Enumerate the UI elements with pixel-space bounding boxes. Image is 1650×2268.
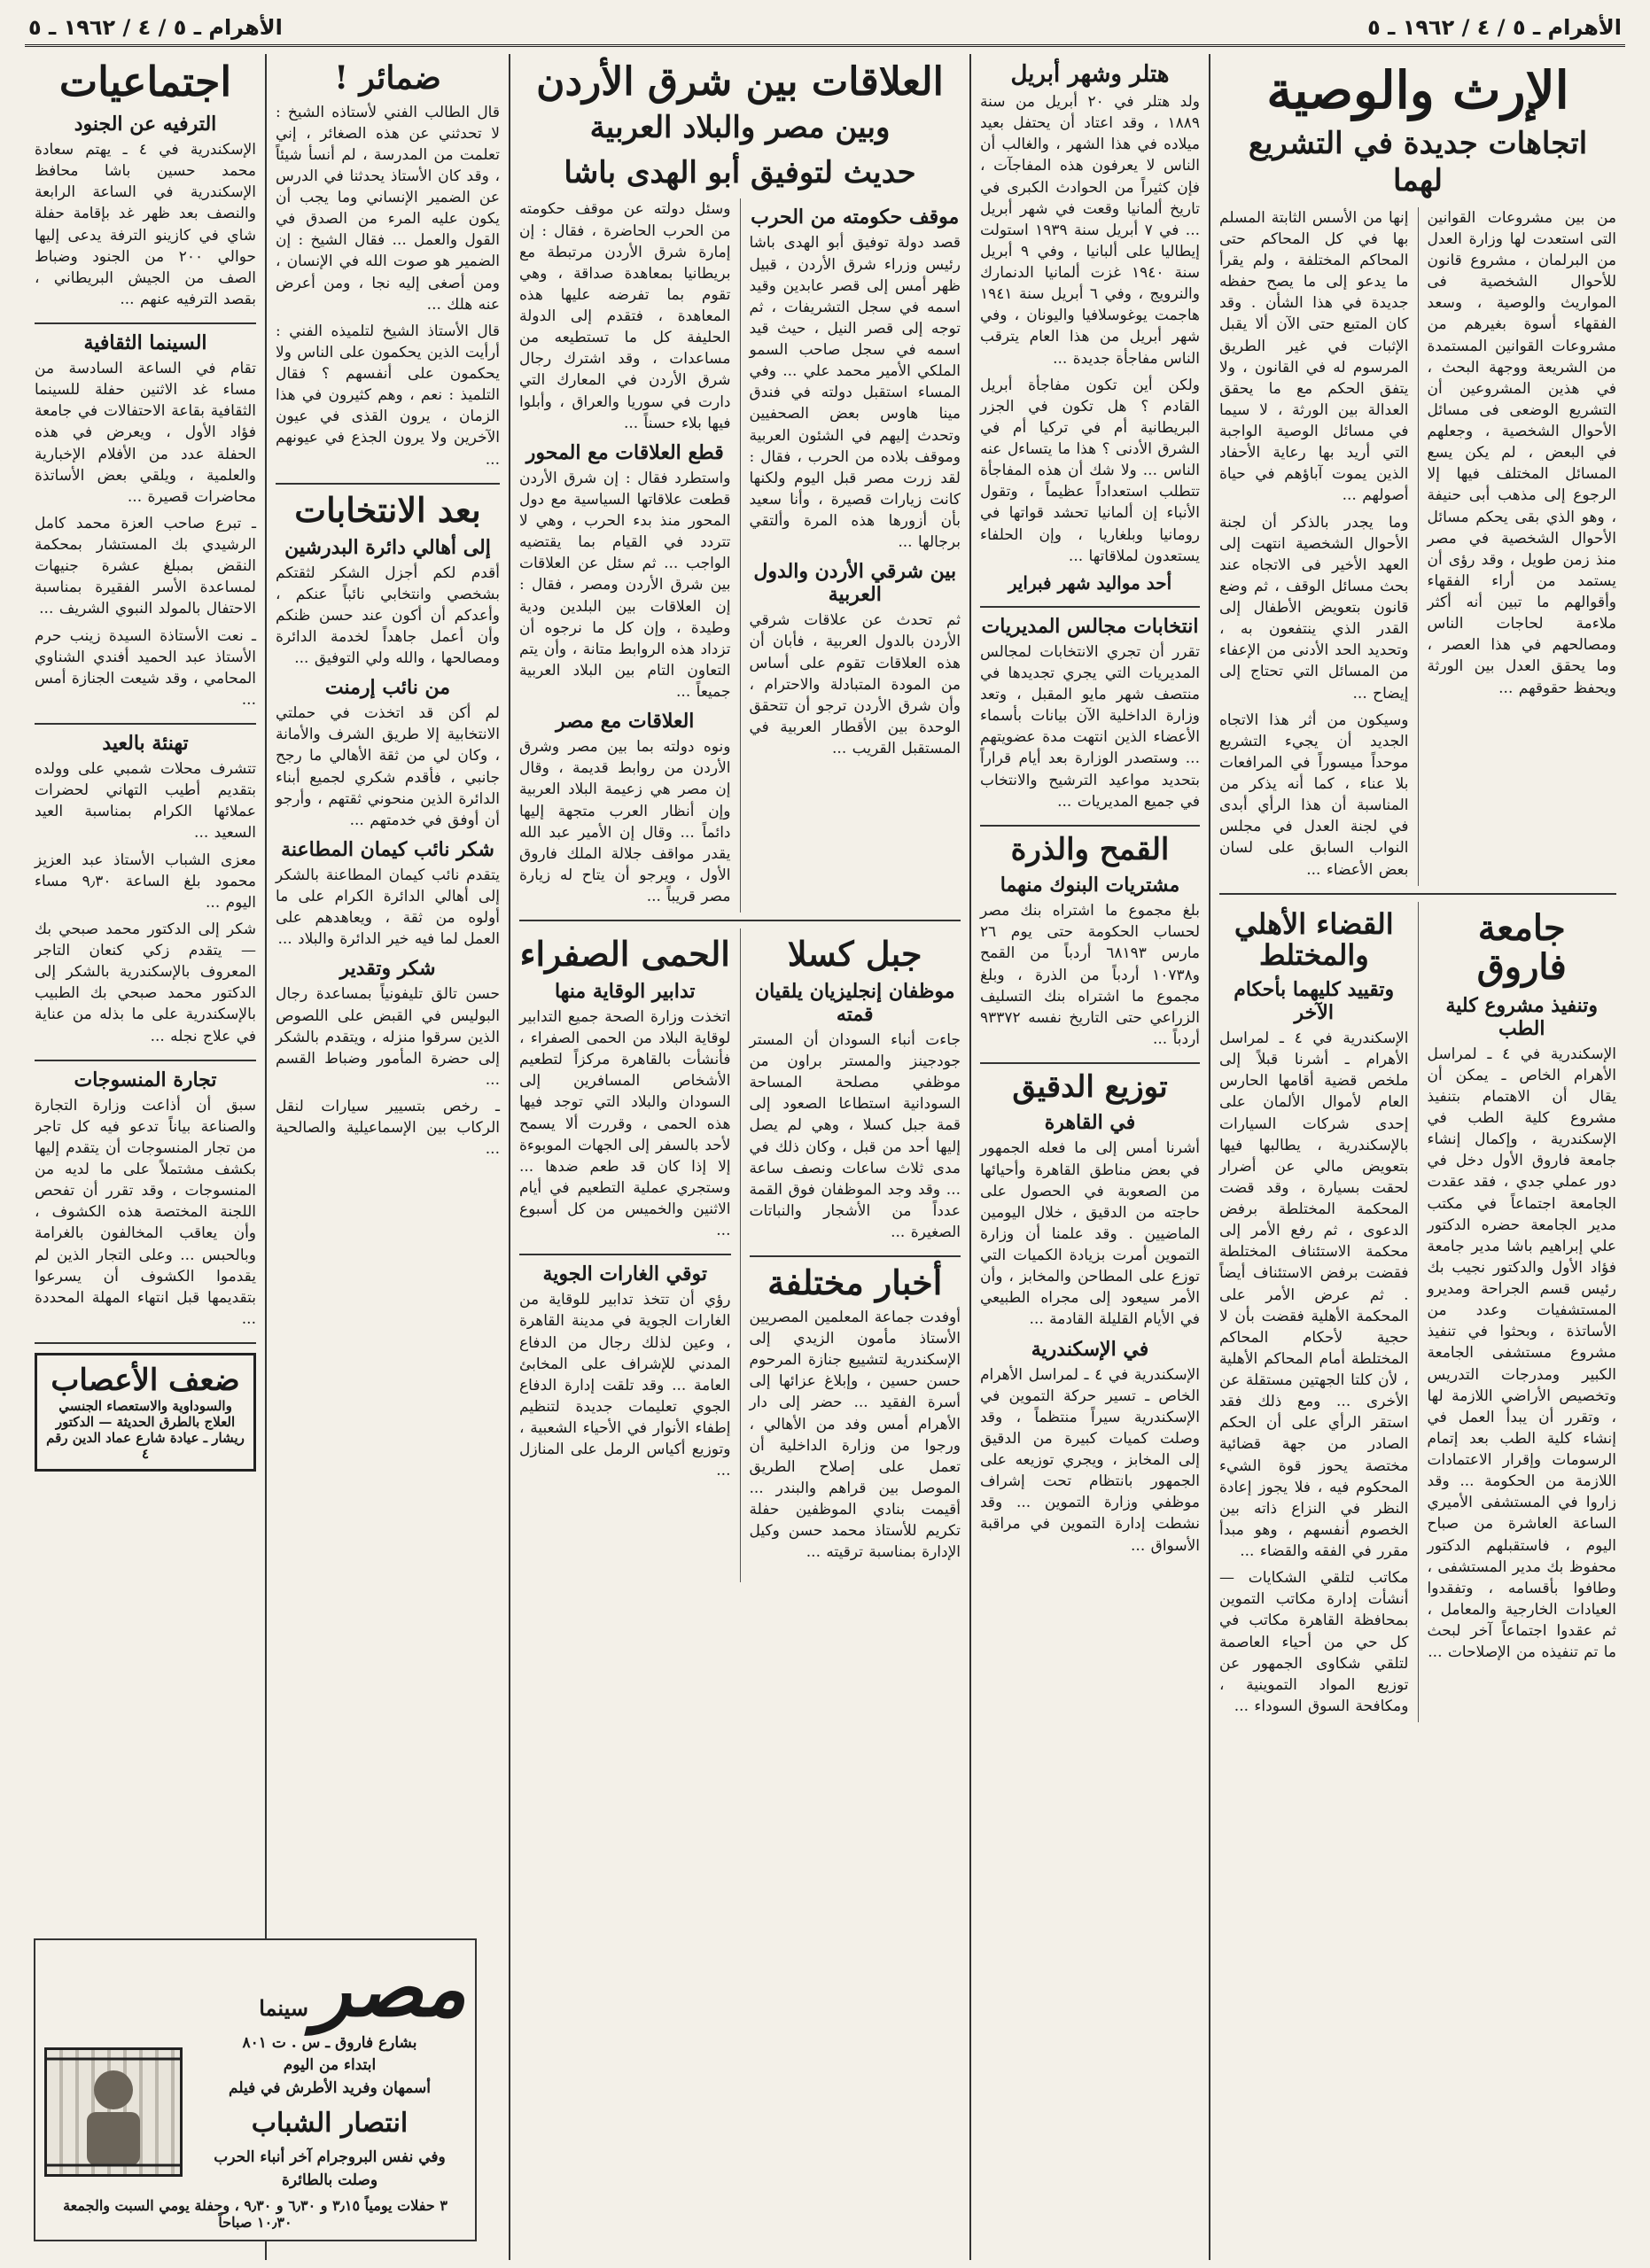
ad-nerves-body: والسوداوية والاستعصاء الجنسي العلاج بالطرق الحديثة — الدكتور ريشار ـ عيادة شارع عماد الدين رقم ٤ [46,1398,245,1462]
article-after-elections-body-4: حسن تالق تليفونياً بمساعدة رجال البوليس في القبض على اللصوص الذين سرقوا منزله ، ويتقدم بالشكر إلى حضرة المأمور وضباط القسم ... [276,985,500,1089]
ad-cinema-misr [34,1938,477,2242]
dateline-left: الأهرام ـ ٥ / ٤ / ١٩٦٢ ـ ٥ [28,15,283,40]
social-obituary-body: ـ نعت الأستاذة السيدة زينب حرم الأستاذ عبد الحميد أفندي الشناوي المحامي ، وقد شيعت الجنازة أمس ... [35,626,256,709]
article-inheritance-title: الإرث والوصية [1266,60,1569,120]
article-air-raids [519,1262,731,1494]
article-after-elections-sub-4: شكر وتقدير [339,957,436,981]
social-soldiers-title: الترفيه عن الجنود [74,113,217,136]
article-yellow-fever-subtitle: تدابير الوقاية منها [554,979,696,1003]
article-jordan-subhead-a: موقف حكومته من الحرب [751,206,960,229]
article-courts-subtitle: وتقييد كليهما بأحكام الآخر [1234,978,1395,1025]
article-farouk-university-title: جامعة فاروق [1476,906,1567,988]
article-courts-body-2: مكاتب لتلقي الشكايات — أنشأت إدارة مكاتب التموين بمحافظة القاهرة مكاتب في كل حي من أحياء العاصمة لتلقي شكاوى الجمهور عن توزيع المواد التموينية ، ومكافحة السوق السوداء ... [1219,1569,1409,1715]
lower-articles-col1 [1219,902,1616,1722]
article-after-elections-sub-3: شكر نائب كيمان المطاعنة [281,837,494,861]
article-inheritance-col-b [1219,207,1419,886]
article-wheat-title: القمح والذرة [1010,831,1170,867]
article-inheritance-para-2: إنها من الأسس الثابتة المسلم بها في كل المحاكم حتى المحاكم المختلفة ، ولم يقرأ ما يدعو إلى ما يصح حفظه جديدة في هذا الشأن . وقد كان المتبع حتى الآن ألا يقبل الإثبات في غير الطريق المرسوم له في القانون ، ولا يتفق الحكم مع ما يحقق العدالة بين الورثة ، لا سيما في مسائل الوصية الواجبة التي أريد بها رعاية الأحفاد الذين يموت آباؤهم في حياة أصولهم ... [1219,208,1409,505]
article-flour-title: توزيع الدقيق [1012,1069,1168,1106]
ad-cinema-address: بشارع فاروق ـ س . ت ٨٠١ [242,2033,417,2052]
article-inheritance [1219,60,1616,895]
article-misc-news [750,1264,961,1575]
article-courts-body: الإسكندرية في ٤ ـ لمراسل الأهرام ـ أشرنا قبلاً إلى ملخص قضية أقامها الحارس العام لأموال الألمان على إحدى شركات السيارات بالإسكندرية ، يطالبها فيها بتعويض مالي عن أضرار لحقت بسيارة ، وقد قضت المحكمة المختلطة برفض الدعوى ، ثم رفع الأمر إلى محكمة الاستئناف المختلطة فقضت برفض الاستئناف أيضاً . ثم عرض الأمر على المحكمة الأهلية فقضت بأن لا حجية لأحكام المحاكم المختلطة أمام المحاكم الأهلية ، لأن كلتا الجهتين مستقلة عن الأخرى ... ومع ذلك فقد استقر الرأي على أن الحكم الصادر من جهة قضائية مختصة يحوز قوة الشيء المحكوم فيه ، فلا يجوز إعادة النظر في النزاع ذاته بين الخصوم أنفسهم ، وهو مبدأ مقرر في الفقه والقضاء ... [1219,1029,1409,1561]
column-jordan [509,54,969,2260]
film-figure-icon [47,2050,180,2174]
article-after-elections-body-1: أقدم لكم أجزل الشكر لثقتكم بشخصي وانتخابي نائباً عنكم ، وأعدكم أن أكون عند حسن ظنكم وأن أعمل جاهداً لخدمة الدائرة ومصالحها ، والله ولي التوفيق ... [276,563,500,668]
social-soldiers [35,113,256,324]
article-elections [980,615,1200,827]
social-cinema-culture-title: السينما الثقافية [83,331,207,354]
social-youth-body: معزى الشباب الأستاذ عبد العزيز محمود بلغ الساعة ٩٫٣٠ مساء اليوم ... [35,850,256,912]
social-section-title: اجتماعيات [58,58,232,105]
article-after-elections [276,489,500,1173]
article-jordan-subtitle-2: حديث لتوفيق أبو الهدى باشا [564,154,916,190]
article-farouk-university [1428,902,1617,1722]
lower-articles-col3 [519,928,961,1582]
article-wheat-body: بلغ مجموع ما اشتراه بنك مصر لحساب الحكومة حتى يوم ٢٦ مارس ٦٨١٩٣ أردباً من القمح و١٠٧٣٨ أردباً من الذرة ، وبلغ مجموع ما اشتراه بنك التسليف الزراعي حتى التاريخ نفسه ٩٣٣٧٢ أردباً ... [980,902,1200,1048]
social-cinema-culture [35,331,256,725]
article-courts-title: القضاء الأهلي والمختلط [1234,906,1394,972]
article-jordan-para-b: وسئل دولته عن موقف حكومته من الحرب الحاضرة ، فقال : إن إمارة شرق الأردن مرتبطة مع بريطانيا بمعاهدة صداقة ، وهي تقوم بما تفرضه عليها هذه المعاهدة ، فتقدم إلى الدولة الحليفة كل ما تستطيعه من مساعدات ، وقد اشترك رجال شرق الأردن في المعارك التي دارت في سوريا والعراق ، وأبلوا فيها بلاء حسناً ... [519,200,731,432]
article-yellow-fever-body: اتخذت وزارة الصحة جميع التدابير لوقاية البلاد من الحمى الصفراء ، فأنشأت بالقاهرة مركزاً لتطعيم الأشخاص المسافرين إلى السودان والبلاد التي توجد فيها هذه الحمى ، وقررت ألا يسمح لأحد بالسفر إلى الجهات الموبوءة إلا إذا كان قد طعم ضدها ... وستجري عملية التطعيم في أيام الاثنين والخميس من كل أسبوع ... [519,1007,731,1240]
dateline-right: الأهرام ـ ٥ / ٤ / ١٩٦٢ ـ ٥ [1367,15,1622,40]
article-jordan-subtitle-1: وبين مصر والبلاد العربية [589,110,891,146]
column-inheritance [1209,54,1625,2260]
article-hitler-para-2: ولكن أين تكون مفاجأة أبريل القادم ؟ هل تكون في الجزر البريطانية أم في تركيا أم في الشرق الأدنى ؟ هذا ما يتساءل عنه الناس ... ولا شك أن هذه المفاجأة تتطلب استعداداً عظيماً ، وتقول الأنباء إن ألمانيا تحشد قواتها في رومانيا وبلغاريا ، وإن الحلفاء يستعدون لملاقاتها ... [980,376,1200,565]
article-after-elections-body-2: لم أكن قد اتخذت في حملتي الانتخابية إلا طريق الشرف والأمانة ، وكان لي من ثقة الأهالي ما رجح جانبي ، فأقدم شكري لجميع أبناء الدائرة الذين منحوني ثقتهم ، وأرجو أن أوفق في خدمتهم ... [276,704,500,829]
article-consciences [276,61,500,485]
article-jordan-col-b [519,198,741,913]
social-cinema-culture-body: تقام في الساعة السادسة من مساء غد الاثنين حفلة للسينما الثقافية بقاعة الاحتفالات في جامعة فؤاد الأول ، ويعرض في هذه الحفلة عدد من الأفلام الإخبارية والعلمية ، ويلقي بعض الأساتذة محاضرات قصيرة ... [35,360,256,506]
article-hitler-title: هتلر وشهر أبريل [1010,61,1170,88]
article-after-elections-sub-1: إلى أهالي دائرة البدرشين [284,535,491,559]
lower-col3-right [750,928,961,1582]
article-flour-cairo: في القاهرة [1044,1111,1136,1135]
ad-nerves [35,1353,256,1472]
article-jordan-para-c: واستطرد فقال : إن شرق الأردن قطعت علاقاتها السياسية مع دول المحور منذ بدء الحرب ، وهي لا تتردد في القيام بما يقتضيه الواجب ... ثم سئل عن العلاقات بين شرق الأردن ومصر ، فقال : إن العلاقات بين البلدين ودية وطيدة ، وإن كل ما نرجوه أن تزداد هذه الروابط متانة ، وأن يتم التعاون التام بين البلاد العربية جميعاً ... [519,469,731,702]
article-consciences-para-1: قال الطالب الفني لأستاذه الشيخ : لا تحدثني عن هذه الصغائر ، إني تعلمت من المدرسة ، لم أنسأ شيئاً ، وقد كان الأستاذ يحدثنا في الدرس عن الضمير الإنساني وما يجب أن يكون عليه المرء من الصدق في القول والعمل ... فقال الشيخ : إن الضمير هو صوت الله في الإنسان ، ومن أصغى إليه نجا ، ومن أعرض عنه هلك ... [276,103,500,314]
article-inheritance-para-1: من بين مشروعات القوانين التى استعدت لها وزارة العدل من البرلمان ، مشروع قانون للأحوال الشخصية فى المواريث والوصية ، وسعد الفقهاء أسوة بغيرهم من مشروعات القوانين المستمدة من الشريعة ووجهة البحث ، في هذين المشروعين أن التشريع الوضعى فى مسائل الأحوال الشخصية ، وجعلهم في البعض ، لم يكن يسع المسائل المختلف فيها إلا الرجوع إلى مذهب أبى حنيفة ، وهو الذي بقى يحكم مسائل الأحوال الشخصية في مصر منذ زمن طويل ، وقد رؤى أن يستمد من أراء الفقهاء وأقوالهم ما تبين أنه أكثر ملاءمة لحاجات الناس ومصالحهم في هذا العصر ، وما يحقق العدل بين الورثة ويحفظ حقوقهم ... [1427,208,1616,697]
social-soldiers-body: الإسكندرية في ٤ ـ يهتم سعادة محمد حسين باشا محافظ الإسكندرية في الساعة الرابعة والنصف بعد ظهر غد بإقامة حفلة شاي في كازينو الترفة يدعى إليها حوالي ٢٠٠ من الجنود وضباط الصف من الجيش البريطاني ، بقصد الترفيه عنهم ... [35,141,256,308]
lower-col3-left [519,928,741,1582]
ad-cinema-image [44,2047,183,2177]
article-misc-news-body: أوفدت جماعة المعلمين المصريين الأستاذ مأمون الزيدي إلى الإسكندرية لتشييع جنازة المرحوم حسن حسين ، وإبلاغ عزائها إلى أسرة الفقيد ... حضر إلى دار الأهرام أمس وفد من الأهالي ، ورجوا من وزارة الداخلية أن تعمل على إصلاح الطريق الموصل بين قراهم والبندر ... أقيمت بنادي الموظفين حفلة تكريم للأستاذ محمد حسن وكيل الإدارة بمناسبة ترقيته ... [749,1308,961,1562]
dateline-bar [25,16,1625,47]
article-farouk-university-body: الإسكندرية في ٤ ـ لمراسل الأهرام الخاص ـ يمكن أن يقال أن الاهتمام بتنفيذ مشروع كلية الطب في الإسكندرية ، وإكمال إنشاء جامعة فاروق الأول دخل في دور عملي جدي ، فقد عقدت الجامعة اجتماعاً في مكتب مدير الجامعة حضره الدكتور علي إبراهيم باشا مدير جامعة فؤاد الأول والدكتور نجيب بك رئيس قسم الجراحة ومديرو المستشفيات وعدد من الأساتذة ، وبحثوا في تنفيذ مشروع مستشفى الجامعة الكبير ومدرجات التدريس وتخصيص الأراضي اللازمة لها ، وتقرر أن يبدأ العمل في إنشاء كلية الطب بعد إتمام الرسومات وإقرار الاعتمادات اللازمة من الحكومة ... وقد زاروا في المستشفى الأميري الساعة العاشرة من صباح اليوم ، فاستقبلهم الدكتور محفوظ بك مدير المستشفى ، وطافوا بأقسامه ، وتفقدوا العيادات الخارجية والمعامل ، ثم عقدوا اجتماعاً آخر لبحث ما تم تنفيذه من الإصلاحات ... [1427,1045,1616,1662]
article-jordan-body [519,198,961,913]
article-after-elections-body-5: ـ رخص بتسيير سيارات لنقل الركاب بين الإسماعيلية والصالحية ... [276,1098,500,1159]
article-jordan-title: العلاقات بين شرق الأردن [536,59,944,105]
article-wheat [980,831,1200,1064]
ad-nerves-title: ضعف الأعصاب [51,1363,240,1398]
social-congrats-body: تتشرف محلات شمبي على وولده بتقديم أطيب التهاني لحضرات عملائها الكرام بمناسبة العيد السعيد ... [35,760,256,843]
article-flour-alex-body: الإسكندرية في ٤ ـ لمراسل الأهرام الخاص ـ تسير حركة التموين في الإسكندرية سيراً منتظماً ، وقد وصلت كميات كبيرة من الدقيق إلى المخابز ، ويجري توزيعه على الجمهور بانتظام تحت إشراف موظفي وزارة التموين ... وقد نشطت إدارة التموين في مراقبة الأسواق ... [980,1365,1201,1555]
article-jordan-para-e: ثم تحدث عن علاقات شرقي الأردن بالدول العربية ، فأبان أن هذه العلاقات تقوم على أساس من المودة المتبادلة والاحترام ، وأن شرق الأردن ترجو أن تتحقق الوحدة بين الأقطار العربية في المستقبل القريب ... [749,611,961,758]
article-elections-body: تقرر أن تجري الانتخابات لمجالس المديريات التي يجري تجديدها في منتصف شهر مايو المقبل ، وتعد وزارة الداخلية الآن بيانات بأسماء الأعضاء الذين انتهت مدة عضويتهم ... وستصدر الوزارة بعد أيام قراراً بتحديد مواعيد الترشيح والانتخاب في جميع المديريات ... [980,642,1200,811]
ad-cinema-logo [259,1941,466,2034]
article-misc-news-title: أخبار مختلفة [767,1262,943,1303]
ad-cinema-film: انتصار الشباب [251,2108,409,2139]
ad-cinema-stars: أسمهان وفريد الأطرش في فيلم [229,2078,431,2097]
ad-cinema-title: مصر [313,1941,466,2034]
article-jordan-subhead-d: بين شرقي الأردن والدول العربية [753,560,957,607]
article-hitler-signature: أحد مواليد شهر فبراير [1008,571,1172,594]
article-flour-cairo-body: أشرنا أمس إلى ما فعله الجمهور في بعض مناطق القاهرة وأحيائها من الصعوبة في الحصول على حاجته من الدقيق ، خلال اليومين الماضيين . وقد علمنا أن وزارة التموين أمرت بزيادة الكميات التي توزع على المطاحن والمخابز ، وأن الأمر سيعود إلى مجراه الطبيعي في الأيام القليلة القادمة ... [980,1139,1200,1329]
article-inheritance-para-4: وسيكون من أثر هذا الاتجاه الجديد أن يجيء التشريع موحداً ميسوراً في المرافعات بلا عناء ، كما أنه يذكر من المناسبة أن هذا الرأي أبدى في لجنة العدل في مجلس النواب السابق على لسان بعض الأعضاء ... [1219,711,1409,879]
article-flour [980,1071,1200,1569]
article-yellow-fever [519,936,731,1255]
article-yellow-fever-title: الحمى الصفراء [519,934,730,975]
article-after-elections-body-3: يتقدم نائب كيمان المطاعنة بالشكر إلى أهالي الدائرة الكرام على ما أولوه من ثقة ، ويعاهدهم على العمل لما فيه خير الدائرة والبلاد ... [276,866,500,949]
article-kassala-subtitle: موظفان إنجليزيان يلقيان قمته [755,979,955,1026]
article-jordan-subhead-c: العلاقات مع مصر [556,710,695,734]
article-inheritance-subtitle: اتجاهات جديدة في التشريع لهما [1248,125,1588,199]
ad-cinema-prefix: سينما [259,1994,308,2021]
article-hitler [980,61,1200,608]
article-air-raids-body: رؤي أن تتخذ تدابير للوقاية من الغارات الجوية في مدينة القاهرة ، وعين لذلك رجال من الدفاع المدني للإشراف على المخابئ العامة ... وقد تلقت إدارة الدفاع الجوي تعليمات جديدة لتنظيم إطفاء الأنوار في الأحياء الشعبية ، وتوزيع أكياس الرمل على المنازل ... [519,1291,731,1480]
column-consciences [265,54,509,2260]
article-inheritance-col-a [1428,207,1617,886]
article-inheritance-para-3: وما يجدر بالذكر أن لجنة الأحوال الشخصية انتهت إلى العهد الأخير فى الاتجاه عند بحث مسائل الوقف ، ثم وضع قانون بتعويض الأطفال إلى القدر الذي ينتفعون به ، وتحديد الحد الأدنى من الإعفاء من المسائل التي تحتاج إلى إيضاح ... [1219,513,1409,703]
article-farouk-university-subtitle: وتنفيذ مشروع كلية الطب [1445,993,1598,1040]
article-jordan-subhead-b: قطع العلاقات مع المحور [525,440,724,464]
article-after-elections-sub-2: من نائب إرمنت [324,676,451,700]
article-courts [1219,902,1419,1722]
article-kassala-body: جاءت أنباء السودان أن المستر جودجينز والمستر براون من موظفي مصلحة المساحة السودانية استطاعا الصعود إلى قمة جبل كسلا ، وهي لم يصل إليها أحد من قبل ، وكان ذلك في مدى ثلاث ساعات ونصف ساعة ... وقد وجد الموظفان فوق القمة عدداً من الأشجار والنباتات الصغيرة ... [749,1030,961,1242]
article-after-elections-title: بعد الانتخابات [294,489,481,530]
article-inheritance-body [1219,207,1616,886]
article-kassala [750,936,961,1257]
article-jordan [519,61,961,921]
social-donation-body: ـ تبرع صاحب العزة محمد كامل الرشيدي بك المستشار بمحكمة النقض بمبلغ عشرة جنيهات لمساعدة الأسر الفقيرة بمناسبة الاحتفال بالمولد النبوي الشريف ... [35,514,256,618]
ad-cinema-starting: ابتداء من اليوم [283,2056,377,2074]
article-jordan-col-a [750,198,961,913]
ad-cinema-showtimes: ٣ حفلات يومياً ٣٫١٥ و ٦٫٣٠ و ٩٫٣٠ ، وحفلة يومي السبت والجمعة ١٠٫٣٠ صباحاً [63,2197,448,2231]
article-hitler-para-1: ولد هتلر في ٢٠ أبريل من سنة ١٨٨٩ ، وقد اعتاد أن يحتفل بعيد ميلاده في هذا الشهر ، والغالب أن الناس لا يعرفون هذه المفاجآت ، فإن كثيراً من الحوادث الكبرى في تاريخ ألمانيا وقعت في شهر أبريل ... في ٧ أبريل سنة ١٩٣٩ استولت إيطاليا على ألبانيا ، وفي ٩ أبريل سنة ١٩٤٠ غزت ألمانيا الدنمارك والنرويج ، وفي ٦ أبريل سنة ١٩٤١ هاجمت يوغوسلافيا واليونان ، وفي شهر أبريل من هذا العام يترقب الناس مفاجأة جديدة ... [980,93,1200,368]
article-textiles-body: سبق أن أذاعت وزارة التجارة والصناعة بياناً تدعو فيه كل تاجر من تجار المنسوجات أن يتقدم إليها بكشف مشتملاً على ما لديه من المنسوجات ، وقد تقرر أن تفحص اللجنة المختصة هذه الكشوف ، وأن يعاقب المخالفون بالغرامة وبالحبس ... وعلى التجار الذين لم يقدموا الكشوف أن يسرعوا بتقديمها قبل انتهاء المهلة المحددة ... [35,1096,256,1328]
column-hitler [969,54,1209,2260]
article-textiles [35,1068,256,1344]
article-consciences-title: ضمائر ! [334,59,441,97]
ad-cinema-extra: وفي نفس البروجرام آخر أنباء الحرب وصلت بالطائرة [214,2148,446,2189]
article-textiles-title: تجارة المنسوجات [74,1068,217,1091]
article-jordan-para-d: ونوه دولته بما بين مصر وشرق الأردن من روابط قديمة ، وقال إن مصر هي زعيمة البلاد العربية وإن أنظار العرب متجهة إليها دائماً ... وقال إن الأمير عبد الله يقدر مواقف جلالة الملك فاروق الأول ، ويرجو أن يتاح له زيارة مصر قريباً ... [519,738,731,906]
article-jordan-para-a: قصد دولة توفيق أبو الهدى باشا رئيس وزراء شرق الأردن ، قبيل ظهر أمس إلى قصر عابدين وقيد اسمه في سجل التشريفات ، ثم توجه إلى قصر النيل ، حيث قيد اسمه في سجل صاحب السمو الملكي الأمير محمد علي ... وفي المساء استقبل دولته في فندق مينا هاوس بعض الصحفيين وتحدث إليهم في الشئون العربية وموقف بلاده من الحرب ، فقال : لقد زرت مصر قبل اليوم ولكنها كانت زيارات قصيرة ، وأنا سعيد بأن أزورها هذه المرة وألتقي برجالها ... [749,234,961,552]
article-elections-title: انتخابات مجالس المديريات [981,614,1199,638]
columns-container [25,54,1625,2260]
column-social [26,54,265,2260]
article-flour-alex: في الإسكندرية [1031,1337,1149,1361]
social-congrats-title: تهنئة بالعيد [102,732,189,755]
ad-cinema-info [193,2032,466,2193]
social-thanks-body: شكر إلى الدكتور محمد صبحي بك — يتقدم زكي كنعان التاجر المعروف بالإسكندرية بالشكر إلى الدكتور محمد صبحي بك الطبيب بالإسكندرية على ما بذله من عناية في علاج نجله ... [35,920,256,1045]
ad-cinema-body [44,2032,466,2193]
article-wheat-subtitle: مشتريات البنوك منهما [1000,874,1180,897]
article-consciences-para-2: قال الأستاذ الشيخ لتلميذه الفني : أرأيت الذين يحكمون على الناس ولا يحكمون على أنفسهم ؟ فقال التلميذ : نعم ، وهم كثيرون في هذا الزمان ، يرون القذى في عيون الآخرين ولا يرون الجذع في عيونهم ... [276,322,500,469]
article-kassala-title: جبل كسلا [787,934,922,975]
ad-cinema-header [44,1941,466,2034]
social-congrats [35,732,256,1061]
article-air-raids-title: توقي الغارات الجوية [542,1262,708,1286]
